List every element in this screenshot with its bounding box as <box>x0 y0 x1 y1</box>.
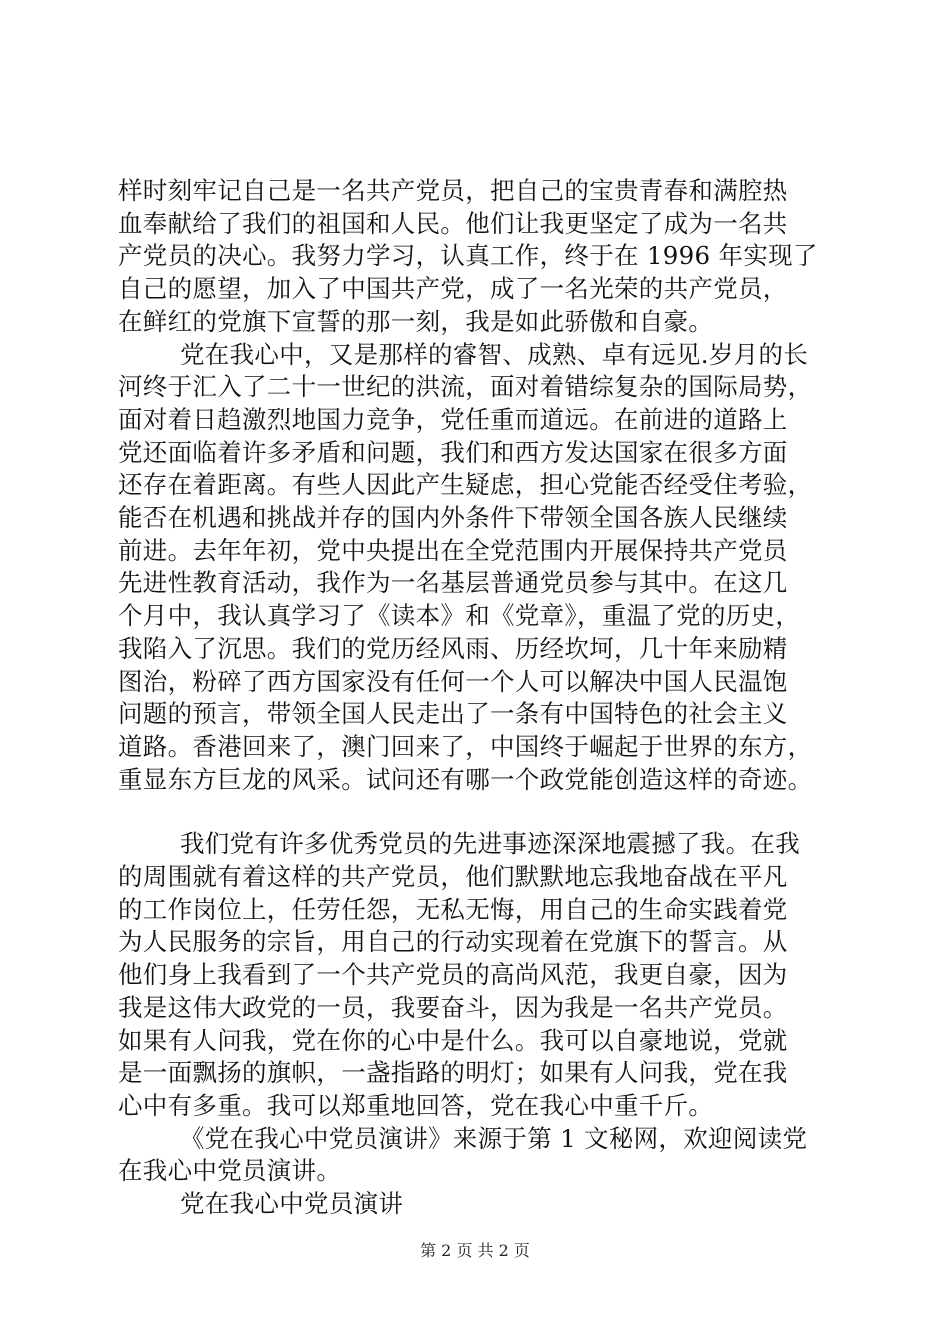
text-line: 产党员的决心。我努力学习，认真工作，终于在 1996 年实现了 <box>118 241 818 271</box>
text-line: 是一面飘扬的旗帜，一盏指路的明灯；如果有人问我，党在我 <box>118 1058 788 1088</box>
text-line: 党在我心中，又是那样的睿智、成熟、卓有远见.岁月的长 <box>180 339 809 369</box>
paragraph <box>118 175 838 339</box>
text-line: 党还面临着许多矛盾和问题，我们和西方发达国家在很多方面 <box>118 437 788 467</box>
text-line: 心中有多重。我可以郑重地回答，党在我心中重千斤。 <box>118 1090 714 1120</box>
text-line: 为人民服务的宗旨，用自己的行动实现着在党旗下的誓言。从 <box>118 927 788 957</box>
text-line: 我陷入了沉思。我们的党历经风雨、历经坎坷，几十年来励精 <box>118 633 788 663</box>
text-line: 河终于汇入了二十一世纪的洪流，面对着错综复杂的国际局势， <box>118 372 813 402</box>
text-line: 前进。去年年初，党中央提出在全党范围内开展保持共产党员 <box>118 535 788 565</box>
text-line: 《党在我心中党员演讲》来源于第 1 文秘网，欢迎阅读党 <box>180 1123 808 1153</box>
page-footer: 第 2 页 共 2 页 <box>420 1241 530 1260</box>
text-line: 样时刻牢记自己是一名共产党员，把自己的宝贵青春和满腔热 <box>118 176 788 205</box>
text-line: 面对着日趋激烈地国力竞争，党任重而道远。在前进的道路上 <box>118 404 788 434</box>
text-line: 重显东方巨龙的风采。试问还有哪一个政党能创造这样的奇迹。 <box>118 764 813 794</box>
paragraph <box>118 1188 838 1221</box>
text-line: 能否在机遇和挑战并存的国内外条件下带领全国各族人民继续 <box>118 503 788 533</box>
text-line: 血奉献给了我们的祖国和人民。他们让我更坚定了成为一名共 <box>118 208 788 238</box>
text-line: 先进性教育活动，我作为一名基层普通党员参与其中。在这几 <box>118 568 788 598</box>
text-line: 问题的预言，带领全国人民走出了一条有中国特色的社会主义 <box>118 699 788 729</box>
paragraph <box>118 828 838 1122</box>
document-body <box>118 175 838 1221</box>
text-line: 在我心中党员演讲。 <box>118 1156 342 1186</box>
text-line: 我们党有许多优秀党员的先进事迹深深地震撼了我。在我 <box>180 829 800 859</box>
text-line: 个月中，我认真学习了《读本》和《党章》，重温了党的历史， <box>118 601 801 631</box>
text-line: 我是这伟大政党的一员，我要奋斗，因为我是一名共产党员。 <box>118 992 788 1022</box>
text-line: 的工作岗位上，任劳任怨，无私无悔，用自己的生命实践着党 <box>118 894 788 924</box>
text-line: 党在我心中党员演讲 <box>180 1189 404 1219</box>
paragraph <box>118 1123 838 1188</box>
paragraph-gap <box>118 796 838 828</box>
text-line: 的周围就有着这样的共产党员，他们默默地忘我地奋战在平凡 <box>118 862 788 892</box>
text-line: 还存在着距离。有些人因此产生疑虑，担心党能否经受住考验， <box>118 470 813 500</box>
text-line: 道路。香港回来了，澳门回来了，中国终于崛起于世界的东方， <box>118 731 813 761</box>
text-line: 如果有人问我，党在你的心中是什么。我可以自豪地说，党就 <box>118 1025 788 1055</box>
text-line: 在鲜红的党旗下宣誓的那一刻，我是如此骄傲和自豪。 <box>118 306 714 336</box>
text-line: 自己的愿望，加入了中国共产党，成了一名光荣的共产党员， <box>118 274 788 304</box>
paragraph <box>118 339 838 797</box>
text-line: 图治，粉碎了西方国家没有任何一个人可以解决中国人民温饱 <box>118 666 788 696</box>
text-line: 他们身上我看到了一个共产党员的高尚风范，我更自豪，因为 <box>118 960 788 990</box>
